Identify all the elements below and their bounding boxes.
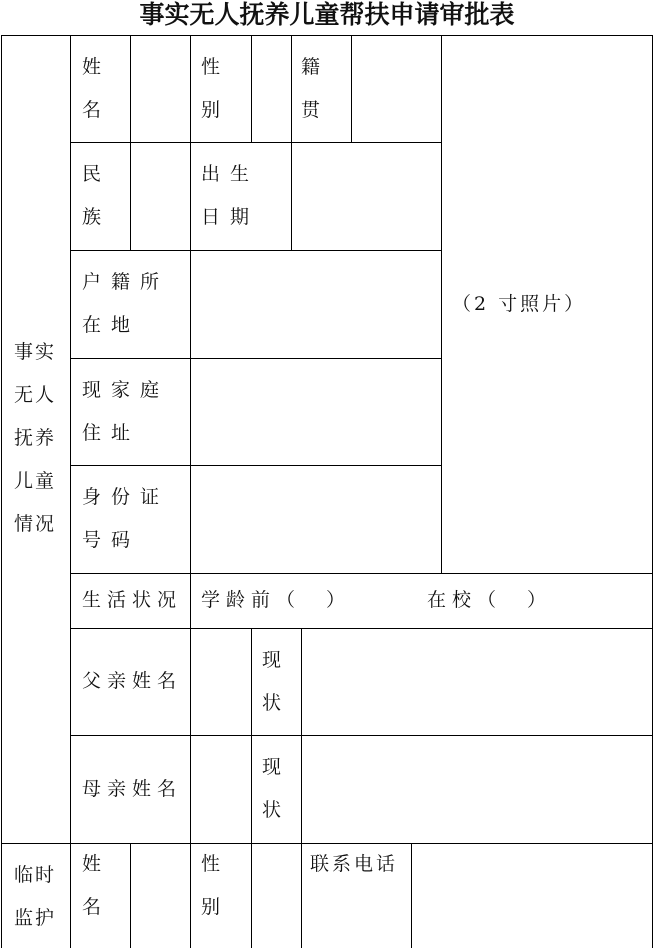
preschool-option[interactable]: 学龄前（ ） xyxy=(201,589,352,611)
section-label-guardian: 临时监护 xyxy=(14,864,57,929)
gender-label: 性别 xyxy=(201,56,221,121)
home-address-field[interactable] xyxy=(191,359,441,465)
birth-date-field[interactable] xyxy=(292,143,441,250)
table-line xyxy=(251,628,252,843)
living-status-label: 生活状况 xyxy=(82,589,183,611)
ethnicity-label: 民族 xyxy=(82,163,102,228)
household-reg-field[interactable] xyxy=(191,251,441,358)
native-place-field[interactable] xyxy=(352,36,441,142)
father-name-label: 父亲姓名 xyxy=(82,670,183,692)
photo-placeholder: （2 寸照片） xyxy=(452,293,587,315)
mother-name-field[interactable] xyxy=(191,736,251,843)
table-line xyxy=(70,573,653,574)
table-line xyxy=(190,843,191,948)
mother-status-label: 现状 xyxy=(262,756,282,821)
table-line xyxy=(441,35,442,573)
father-status-field[interactable] xyxy=(302,629,652,735)
id-number-label: 身份证号码 xyxy=(82,486,170,551)
table-line xyxy=(652,35,653,948)
name-label: 姓名 xyxy=(82,56,102,121)
birth-date-label: 出生日期 xyxy=(201,163,260,228)
section-label-child: 事实无人抚养儿童情况 xyxy=(14,341,57,535)
table-line xyxy=(301,843,302,948)
native-place-label: 籍贯 xyxy=(301,56,321,121)
household-reg-label: 户籍所在地 xyxy=(82,271,170,336)
home-address-label: 现家庭住址 xyxy=(82,379,170,444)
guardian-name-label: 姓名 xyxy=(82,853,102,918)
guardian-gender-field[interactable] xyxy=(252,844,301,948)
name-field[interactable] xyxy=(131,36,190,142)
father-name-field[interactable] xyxy=(191,629,251,735)
guardian-gender-label: 性别 xyxy=(201,853,221,918)
guardian-phone-field[interactable] xyxy=(412,844,652,948)
ethnicity-field[interactable] xyxy=(131,143,190,250)
mother-status-field[interactable] xyxy=(302,736,652,843)
mother-name-label: 母亲姓名 xyxy=(82,778,183,800)
father-status-label: 现状 xyxy=(262,649,282,714)
table-line xyxy=(1,35,2,948)
gender-field[interactable] xyxy=(252,36,291,142)
guardian-phone-label: 联系电话 xyxy=(310,853,399,875)
id-number-field[interactable] xyxy=(191,466,441,573)
guardian-name-field[interactable] xyxy=(131,844,190,948)
table-line xyxy=(1,35,653,36)
table-line xyxy=(70,35,71,948)
form-title: 事实无人抚养儿童帮扶申请审批表 xyxy=(139,0,515,29)
in-school-option[interactable]: 在校（ ） xyxy=(427,589,553,611)
